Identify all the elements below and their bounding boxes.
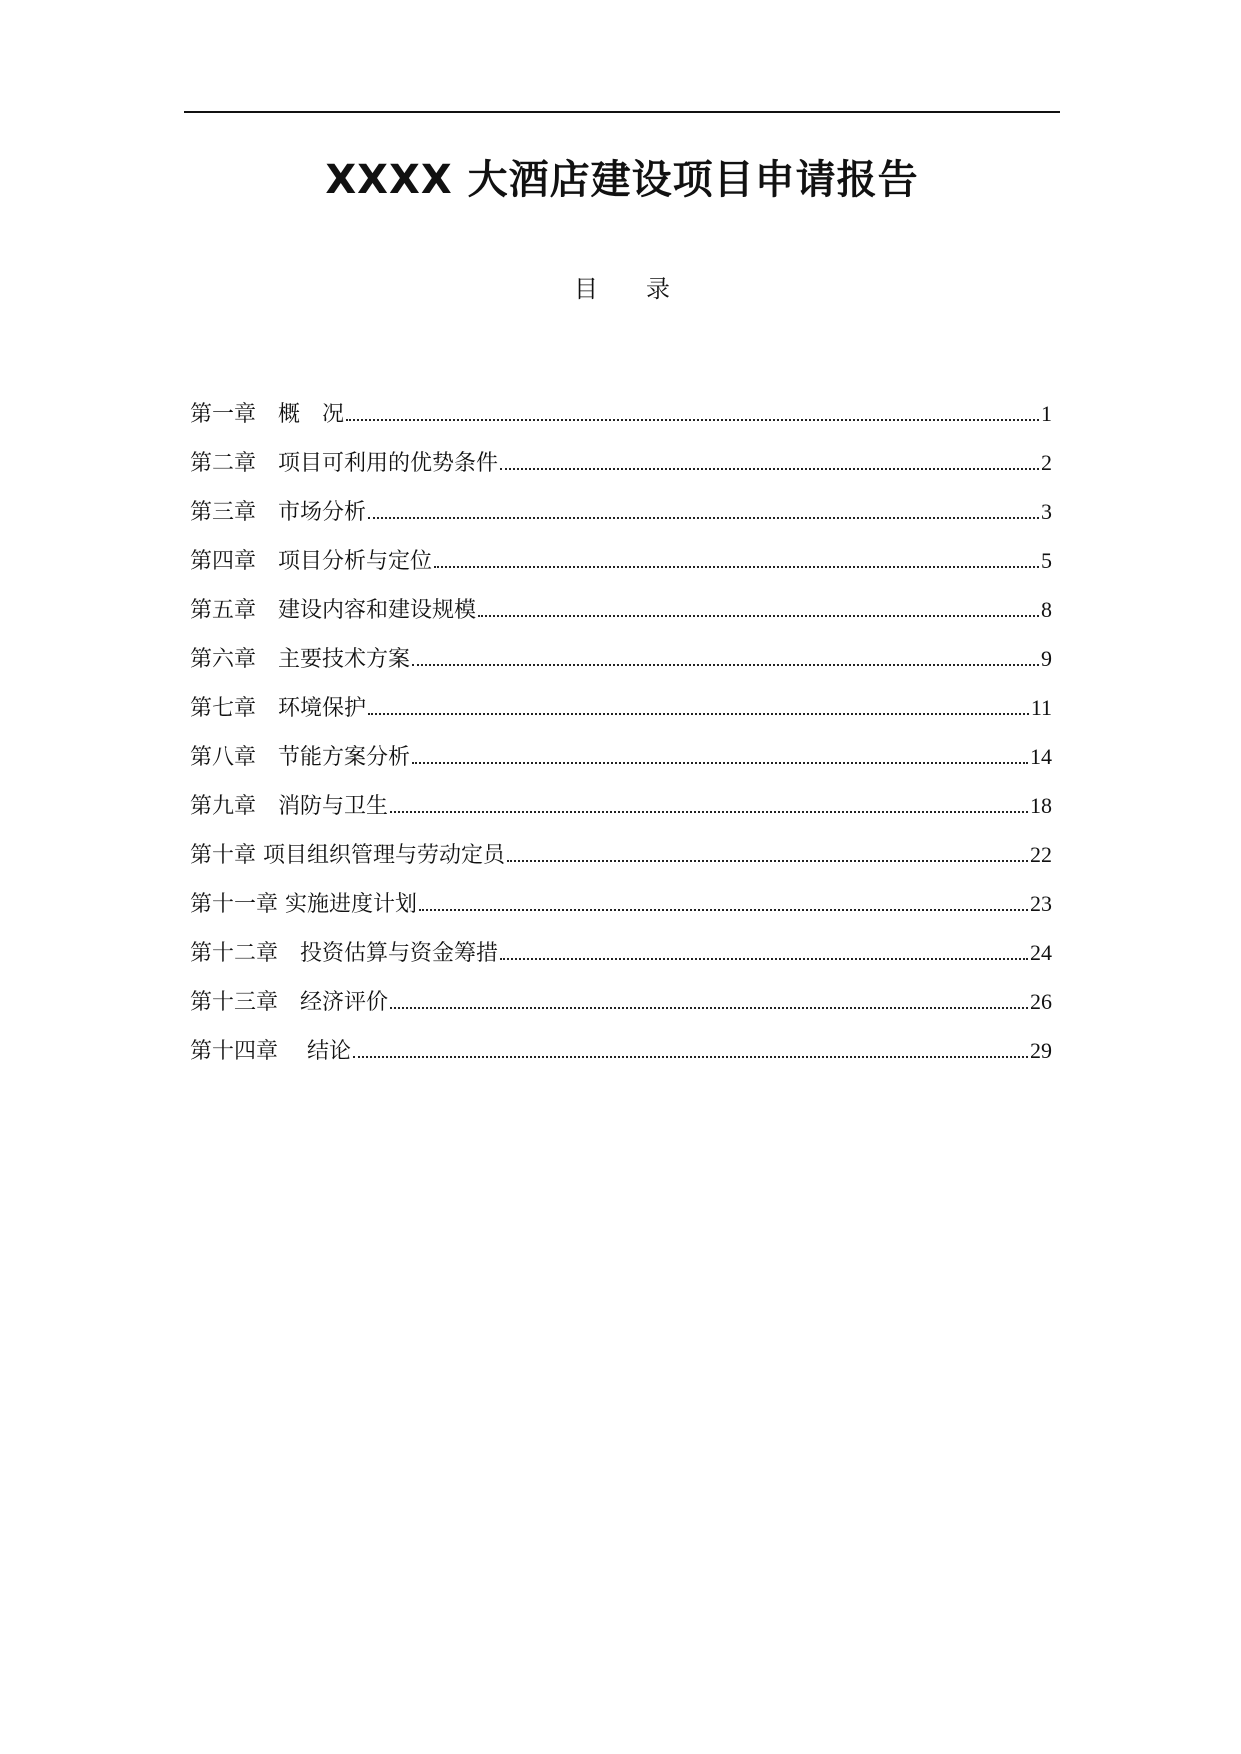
toc-entry-12[interactable] [190, 935, 1052, 984]
toc-dot-leader [434, 566, 1039, 568]
toc-page-number: 23 [1030, 891, 1052, 916]
toc-entry-title: 第八章 节能方案分析 [190, 745, 411, 770]
toc-dot-leader [390, 1007, 1028, 1009]
toc-page-number: 1 [1041, 401, 1052, 426]
toc-entry-1[interactable] [190, 396, 1052, 445]
toc-entry-8[interactable] [190, 739, 1052, 788]
toc-page-number: 3 [1041, 499, 1052, 524]
toc-dot-leader [419, 909, 1028, 911]
toc-dot-leader [500, 958, 1028, 960]
toc-heading: 目 录 [574, 275, 670, 303]
toc-dot-leader [368, 517, 1039, 519]
toc-page-number: 26 [1030, 989, 1052, 1014]
toc-dot-leader [346, 419, 1039, 421]
toc-entry-title: 第十四章 结论 [190, 1039, 351, 1064]
toc-entry-title: 第四章 项目分析与定位 [190, 549, 433, 574]
toc-entry-2[interactable] [190, 445, 1052, 494]
toc-entry-6[interactable] [190, 641, 1052, 690]
toc-page-number: 24 [1030, 940, 1052, 965]
toc-dot-leader [412, 664, 1039, 666]
toc-entry-3[interactable] [190, 494, 1052, 543]
toc-entry-4[interactable] [190, 543, 1052, 592]
toc-page-number: 11 [1030, 695, 1052, 720]
header-rule [184, 111, 1060, 113]
toc-entry-7[interactable] [190, 690, 1052, 739]
toc-entry-title: 第五章 建设内容和建设规模 [190, 598, 477, 623]
toc-dot-leader [412, 762, 1028, 764]
toc-dot-leader [500, 468, 1039, 470]
toc-entry-title: 第十章 项目组织管理与劳动定员 [190, 843, 505, 868]
toc-entry-title: 第十一章 实施进度计划 [190, 892, 417, 917]
toc-page-number: 8 [1041, 597, 1052, 622]
toc-page-number: 18 [1030, 793, 1052, 818]
toc-page-number: 5 [1041, 548, 1052, 573]
toc-entry-title: 第九章 消防与卫生 [190, 794, 389, 819]
table-of-contents [190, 396, 1052, 1082]
toc-entry-14[interactable] [190, 1033, 1052, 1082]
toc-entry-title: 第二章 项目可利用的优势条件 [190, 451, 499, 476]
toc-entry-9[interactable] [190, 788, 1052, 837]
toc-entry-title: 第七章 环境保护 [190, 696, 367, 721]
toc-entry-10[interactable] [190, 837, 1052, 886]
toc-dot-leader [478, 615, 1039, 617]
toc-page-number: 9 [1041, 646, 1052, 671]
toc-page-number: 2 [1041, 450, 1052, 475]
toc-page-number: 14 [1030, 744, 1052, 769]
toc-dot-leader [507, 860, 1028, 862]
toc-page-number: 22 [1030, 842, 1052, 867]
toc-entry-title: 第三章 市场分析 [190, 500, 367, 525]
toc-entry-title: 第六章 主要技术方案 [190, 647, 411, 672]
toc-dot-leader [390, 811, 1028, 813]
toc-entry-11[interactable] [190, 886, 1052, 935]
toc-entry-13[interactable] [190, 984, 1052, 1033]
toc-entry-title: 第十二章 投资估算与资金筹措 [190, 941, 499, 966]
toc-dot-leader [353, 1056, 1028, 1058]
toc-entry-title: 第一章 概 况 [190, 402, 345, 427]
toc-entry-title: 第十三章 经济评价 [190, 990, 389, 1015]
toc-dot-leader [368, 713, 1029, 715]
toc-entry-5[interactable] [190, 592, 1052, 641]
document-title: XXXX 大酒店建设项目申请报告 [325, 157, 919, 203]
toc-page-number: 29 [1030, 1038, 1052, 1063]
